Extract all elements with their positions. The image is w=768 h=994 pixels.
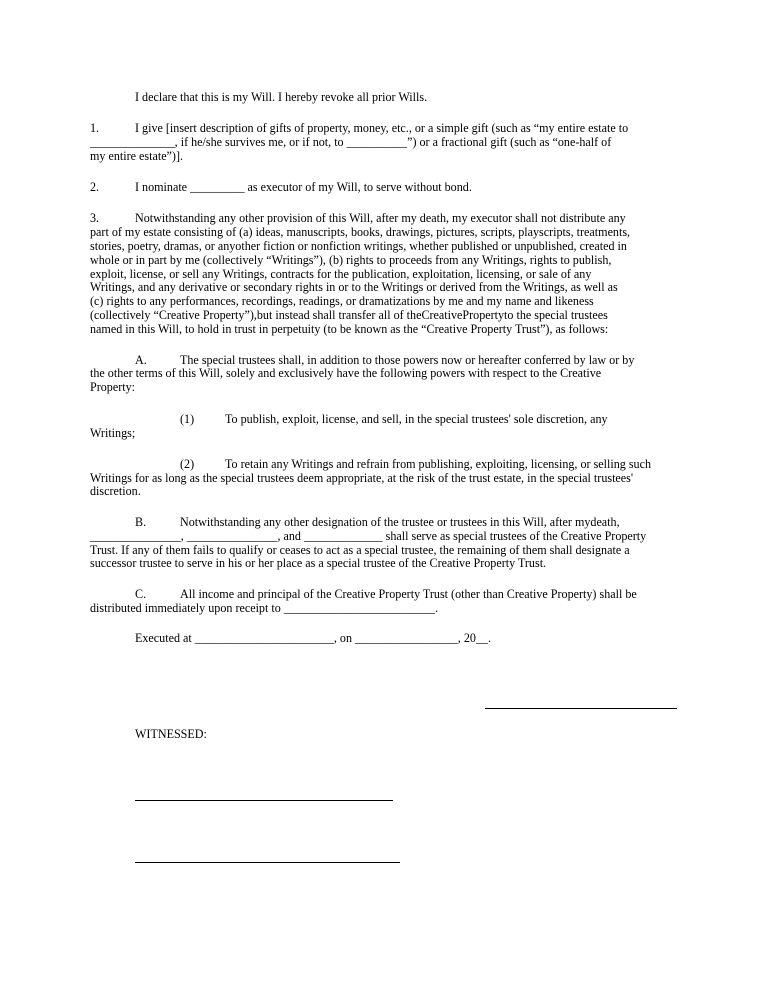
executed-line: Executed at _______________________, on _________________, 20__.	[135, 631, 492, 645]
section-line: successor trustee to serve in his or her place as a special trustee of the Creative Property Trust.	[90, 556, 547, 570]
paragraph-number: 1.	[90, 121, 100, 135]
witness-signature-line-2	[135, 862, 400, 863]
subsection-label: (1)	[180, 412, 195, 426]
subsection-line: To publish, exploit, license, and sell, in the special trustees' sole discretion, any	[225, 412, 608, 426]
section-line: the other terms of this Will, solely and exclusively have the following powers with respect to the Creative	[90, 366, 602, 380]
paragraph-line: whole or in part by me (collectively “Writings”), (b) rights to proceeds from any Writings, rights to publish,	[90, 253, 612, 267]
paragraph-3	[90, 212, 680, 226]
paragraph-line: my entire estate”)].	[90, 149, 184, 163]
testator-signature-line	[485, 708, 677, 709]
paragraph-line: (c) rights to any performances, recordings, readings, or dramatizations by me and my name and likeness	[90, 294, 594, 308]
paragraph-number: 2.	[90, 180, 100, 194]
section-line: Trust. If any of them fails to qualify or ceases to act as a special trustee, the remaining of them shall designate a	[90, 543, 630, 557]
section-line: The special trustees shall, in addition to those powers now or hereafter conferred by law or by	[180, 353, 635, 367]
section-line: _______________, _______________, and _____________ shall serve as special trustees of the Creative Property	[90, 529, 647, 543]
paragraph-2	[90, 181, 680, 195]
section-label: A.	[135, 353, 147, 367]
section-label: C.	[135, 587, 147, 601]
declaration: I declare that this is my Will. I hereby revoke all prior Wills.	[135, 90, 428, 104]
paragraph-line: part of my estate consisting of (a) ideas, manuscripts, books, drawings, pictures, scripts, playscripts, treatments,	[90, 225, 631, 239]
subsection-line: Writings;	[90, 426, 136, 440]
section-line: All income and principal of the Creative Property Trust (other than Creative Property) shall be	[180, 587, 637, 601]
paragraph-1	[90, 122, 680, 136]
subsection-line: discretion.	[90, 484, 141, 498]
paragraph-line: exploit, license, or sell any Writings, contracts for the publication, exploitation, licensing, or sale of any	[90, 267, 592, 281]
paragraph-line: named in this Will, to hold in trust in perpetuity (to be known as the “Creative Property Trust”), as follows:	[90, 322, 609, 336]
paragraph-line: I nominate _________ as executor of my Will, to serve without bond.	[135, 180, 472, 194]
paragraph-line: Writings, and any derivative or secondary rights in or to the Writings or derived from the Writings, as well as	[90, 280, 618, 294]
witness-signature-line-1	[135, 800, 393, 801]
section-label: B.	[135, 515, 147, 529]
subsection-line: To retain any Writings and refrain from publishing, exploiting, licensing, or selling such	[225, 457, 652, 471]
paragraph-line: ______________, if he/she survives me, or if not, to __________”) or a fractional gift (such as “one-half of	[90, 135, 612, 149]
subsection-line: Writings for as long as the special trustees deem appropriate, at the risk of the trust estate, in the special trustees'	[90, 471, 634, 485]
paragraph-line: (collectively “Creative Property”),but instead shall transfer all of theCreativePropertyto the special trustees	[90, 308, 608, 322]
paragraph-line: stories, poetry, dramas, or anyother fiction or nonfiction writings, whether published or unpublished, created in	[90, 239, 627, 253]
witnessed-heading: WITNESSED:	[135, 727, 207, 741]
paragraph-number: 3.	[90, 211, 100, 225]
section-line: distributed immediately upon receipt to _________________________.	[90, 601, 438, 615]
section-line: Notwithstanding any other designation of the trustee or trustees in this Will, after mydeath,	[180, 515, 620, 529]
paragraph-line: I give [insert description of gifts of property, money, etc., or a simple gift (such as “my entire estate to	[135, 121, 629, 135]
paragraph-line: Notwithstanding any other provision of this Will, after my death, my executor shall not distribute any	[135, 211, 626, 225]
section-line: Property:	[90, 380, 136, 394]
subsection-label: (2)	[180, 457, 195, 471]
